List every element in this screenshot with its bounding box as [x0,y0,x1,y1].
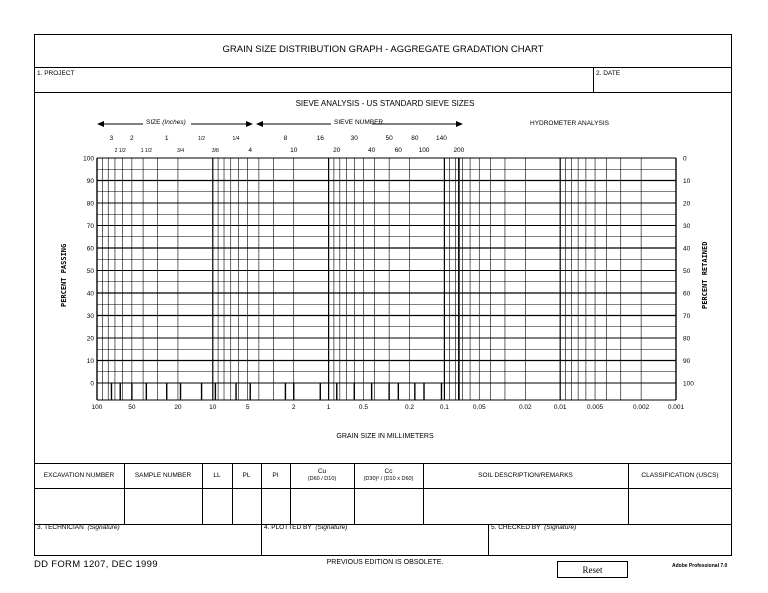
y-tick-label-right: 70 [683,312,691,320]
ll-field[interactable] [204,490,230,522]
sieve-number-label: 16 [316,135,324,142]
excavation-number-field[interactable] [36,490,122,522]
soil-description-field[interactable] [425,490,626,522]
y-tick-label-right: 60 [683,290,691,298]
y-tick-label-right: 20 [683,200,691,208]
header-pi: PI [272,472,279,479]
divider [261,524,262,556]
y-tick-label-right: 30 [683,222,691,230]
inch-size-label: 1 1/2 [140,148,152,154]
y-tick-label-left: 20 [86,335,94,343]
size-inches-label: SIZE (Inches) [146,119,186,126]
y-tick-label-left: 60 [86,245,94,253]
sample-table [34,463,732,524]
sieve-number-label: 20 [333,147,341,154]
x-tick-label: 0.002 [633,404,650,411]
sieve-number-label: 40 [368,147,376,154]
pi-field[interactable] [263,490,288,522]
x-axis-title: GRAIN SIZE IN MILLIMETERS [336,433,434,440]
x-tick-label: 0.2 [405,404,415,411]
project-label: 1. PROJECT [37,70,75,77]
x-tick-label: 0.05 [472,404,486,411]
y-tick-label-left: 0 [90,380,94,388]
sieve-number-label: 10 [290,147,298,154]
sieve-number-label: 50 [385,135,393,142]
y-tick-label-right: 50 [683,267,691,275]
form-title: GRAIN SIZE DISTRIBUTION GRAPH - AGGREGATE GRADATION CHART [222,44,544,55]
y-tick-label-right: 0 [683,155,687,163]
header-cu: Cu [317,468,327,475]
reset-button[interactable]: Reset [557,561,628,578]
header-excavation-number: EXCAVATION NUMBER [43,472,115,479]
y-tick-label-right: 90 [683,357,691,365]
pl-field[interactable] [234,490,259,522]
sieve-number-label: SIEVE NUMBER [334,119,384,126]
divider [488,524,489,556]
y-tick-label-left: 50 [86,267,94,275]
header-cu-formula: (D60 / D10) [307,476,337,482]
y-tick-label-left: 70 [86,222,94,230]
checked-by-field[interactable] [491,533,729,553]
header-ll: LL [213,472,221,479]
x-tick-label: 0.5 [358,404,368,411]
x-tick-label: 100 [91,404,103,411]
sieve-number-label: 100 [418,147,430,154]
y-axis-title-left: PERCENT PASSING [60,243,68,307]
x-tick-label: 0.005 [586,404,604,411]
inch-size-label: 1/4 [232,136,240,142]
inch-size-label: 2 [130,135,134,142]
inch-size-label: 3/8 [211,148,219,154]
cu-field[interactable] [292,490,352,522]
sieve-number-label: 8 [283,135,288,142]
y-tick-label-left: 10 [86,357,94,365]
x-tick-label: 0.001 [667,404,685,411]
technician-label: 3. TECHNICIAN (Signature) [37,524,120,531]
x-tick-label: 1 [326,404,331,411]
divider [34,524,732,525]
y-tick-label-left: 100 [83,155,94,163]
y-tick-label-left: 30 [86,312,94,320]
y-tick-label-right: 10 [683,177,691,185]
sieve-number-label: 200 [453,147,465,154]
software-note: Adobe Professional 7.0 [672,563,728,569]
header-pl: PL [242,472,251,479]
y-tick-label-left: 80 [86,200,94,208]
x-tick-label: 5 [245,404,250,411]
inch-size-label: 3/4 [177,148,184,154]
x-tick-label: 50 [128,404,136,411]
x-tick-label: 20 [174,404,182,411]
y-tick-label-right: 80 [683,335,691,343]
sieve-number-label: 80 [411,135,419,142]
plotted-by-label: 4. PLOTTED BY (Signature) [264,524,348,531]
inch-size-label: 1 [164,135,169,142]
y-tick-label-right: 100 [683,380,694,388]
x-tick-label: 0.1 [439,404,449,411]
sample-number-field[interactable] [126,490,200,522]
form-number: DD FORM 1207, DEC 1999 [34,559,158,570]
inch-size-label: 4 [248,147,253,154]
header-cc-formula: (D30)² / (D10 x D60) [363,476,414,482]
sieve-number-label: 140 [436,135,447,142]
header-sample-number: SAMPLE NUMBER [134,472,192,479]
y-tick-label-left: 40 [86,290,94,298]
technician-field[interactable] [37,533,257,553]
header-soil-description: SOIL DESCRIPTION/REMARKS [478,472,573,479]
obsolete-note: PREVIOUS EDITION IS OBSOLETE. [326,559,444,566]
x-tick-label: 2 [291,404,296,411]
cc-field[interactable] [356,490,421,522]
y-tick-label-right: 40 [683,245,691,253]
x-tick-label: 10 [209,404,217,411]
header-cc: Cc [384,468,393,475]
inch-size-label: 2 1/2 [114,148,126,154]
classification-field[interactable] [630,490,730,522]
chart-title: SIEVE ANALYSIS - US STANDARD SIEVE SIZES [295,99,475,108]
header-classification: CLASSIFICATION (USCS) [641,472,719,479]
checked-by-label: 5. CHECKED BY (Signature) [491,524,577,531]
inch-size-label: 3 [109,135,114,142]
hydrometer-label: HYDROMETER ANALYSIS [530,120,609,127]
inch-size-label: 1/2 [198,136,206,142]
date-label: 2. DATE [596,70,621,77]
plotted-by-field[interactable] [264,533,484,553]
sieve-number-label: 60 [394,147,402,154]
x-tick-label: 0.01 [553,404,567,411]
y-axis-title-right: PERCENT RETAINED [701,241,709,309]
sieve-number-label: 30 [350,135,358,142]
x-tick-label: 0.02 [519,404,532,411]
y-tick-label-left: 90 [86,177,94,185]
